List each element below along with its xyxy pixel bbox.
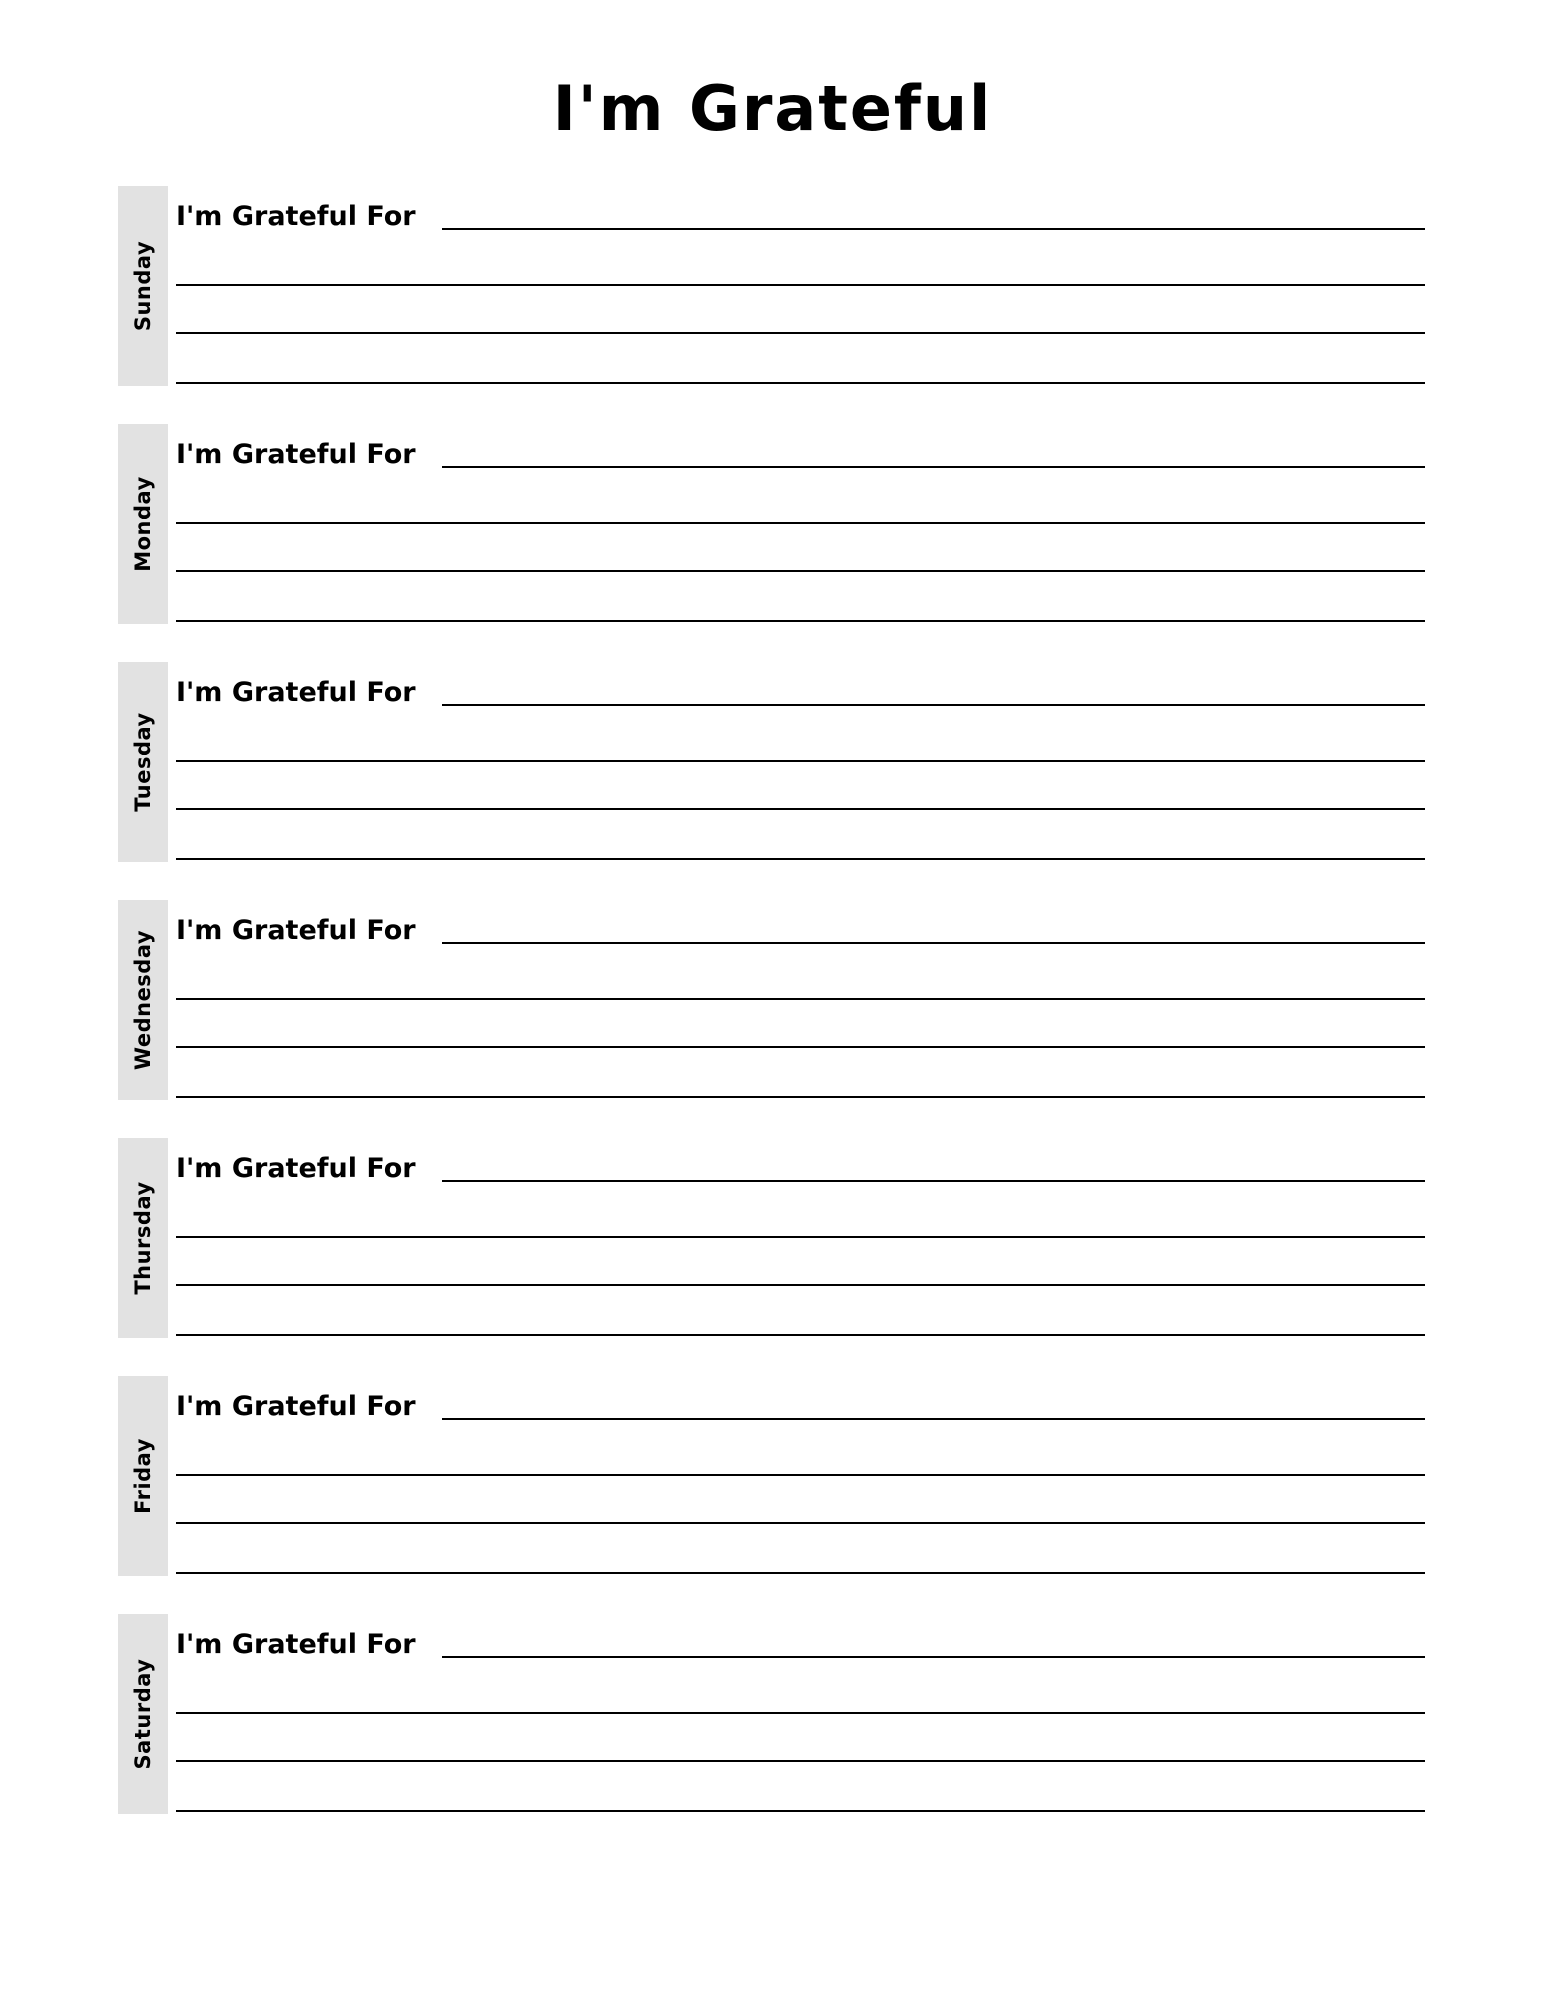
day-section-friday xyxy=(118,1376,1425,1576)
write-line-2[interactable] xyxy=(176,1666,1425,1714)
day-tab-sunday xyxy=(118,186,168,386)
write-line-2[interactable] xyxy=(176,476,1425,524)
day-body-wednesday xyxy=(168,900,1425,1100)
write-line-1[interactable] xyxy=(442,227,1425,230)
write-line-3[interactable] xyxy=(176,762,1425,810)
write-line-1[interactable] xyxy=(442,1179,1425,1182)
write-line-1[interactable] xyxy=(442,465,1425,468)
write-line-4[interactable] xyxy=(176,1286,1425,1336)
prompt-label: I'm Grateful For xyxy=(176,915,416,946)
day-section-tuesday xyxy=(118,662,1425,862)
day-body-friday xyxy=(168,1376,1425,1576)
day-tab-saturday xyxy=(118,1614,168,1814)
day-section-wednesday xyxy=(118,900,1425,1100)
day-tab-label: Wednesday xyxy=(131,929,155,1071)
prompt-row xyxy=(176,662,1425,714)
write-line-3[interactable] xyxy=(176,1238,1425,1286)
write-line-3[interactable] xyxy=(176,1714,1425,1762)
write-line-3[interactable] xyxy=(176,1476,1425,1524)
day-tab-thursday xyxy=(118,1138,168,1338)
prompt-label: I'm Grateful For xyxy=(176,1153,416,1184)
day-tab-monday xyxy=(118,424,168,624)
day-body-sunday xyxy=(168,186,1425,386)
write-line-4[interactable] xyxy=(176,1048,1425,1098)
day-body-tuesday xyxy=(168,662,1425,862)
write-line-2[interactable] xyxy=(176,238,1425,286)
write-line-1[interactable] xyxy=(442,1417,1425,1420)
day-tab-label: Tuesday xyxy=(131,712,155,812)
day-section-saturday xyxy=(118,1614,1425,1814)
write-line-1[interactable] xyxy=(442,1655,1425,1658)
write-line-3[interactable] xyxy=(176,286,1425,334)
prompt-label: I'm Grateful For xyxy=(176,1391,416,1422)
write-line-4[interactable] xyxy=(176,810,1425,860)
prompt-row xyxy=(176,1614,1425,1666)
prompt-row xyxy=(176,186,1425,238)
write-line-2[interactable] xyxy=(176,1190,1425,1238)
day-body-thursday xyxy=(168,1138,1425,1338)
prompt-label: I'm Grateful For xyxy=(176,201,416,232)
prompt-row xyxy=(176,900,1425,952)
day-tab-tuesday xyxy=(118,662,168,862)
write-line-4[interactable] xyxy=(176,1524,1425,1574)
prompt-row xyxy=(176,424,1425,476)
write-line-4[interactable] xyxy=(176,1762,1425,1812)
prompt-label: I'm Grateful For xyxy=(176,439,416,470)
prompt-label: I'm Grateful For xyxy=(176,1629,416,1660)
write-line-2[interactable] xyxy=(176,1428,1425,1476)
day-sections xyxy=(0,186,1545,1814)
page-title: I'm Grateful xyxy=(552,72,993,145)
day-tab-label: Monday xyxy=(131,476,155,572)
day-section-monday xyxy=(118,424,1425,624)
day-body-saturday xyxy=(168,1614,1425,1814)
day-tab-wednesday xyxy=(118,900,168,1100)
day-tab-label: Friday xyxy=(131,1438,155,1514)
day-body-monday xyxy=(168,424,1425,624)
write-line-2[interactable] xyxy=(176,714,1425,762)
day-tab-label: Thursday xyxy=(131,1181,155,1295)
day-tab-label: Sunday xyxy=(131,240,155,332)
day-tab-label: Saturday xyxy=(131,1658,155,1770)
write-line-3[interactable] xyxy=(176,524,1425,572)
day-tab-friday xyxy=(118,1376,168,1576)
write-line-4[interactable] xyxy=(176,572,1425,622)
write-line-3[interactable] xyxy=(176,1000,1425,1048)
write-line-4[interactable] xyxy=(176,334,1425,384)
prompt-row xyxy=(176,1138,1425,1190)
day-section-sunday xyxy=(118,186,1425,386)
write-line-1[interactable] xyxy=(442,941,1425,944)
prompt-row xyxy=(176,1376,1425,1428)
prompt-label: I'm Grateful For xyxy=(176,677,416,708)
write-line-1[interactable] xyxy=(442,703,1425,706)
write-line-2[interactable] xyxy=(176,952,1425,1000)
day-section-thursday xyxy=(118,1138,1425,1338)
